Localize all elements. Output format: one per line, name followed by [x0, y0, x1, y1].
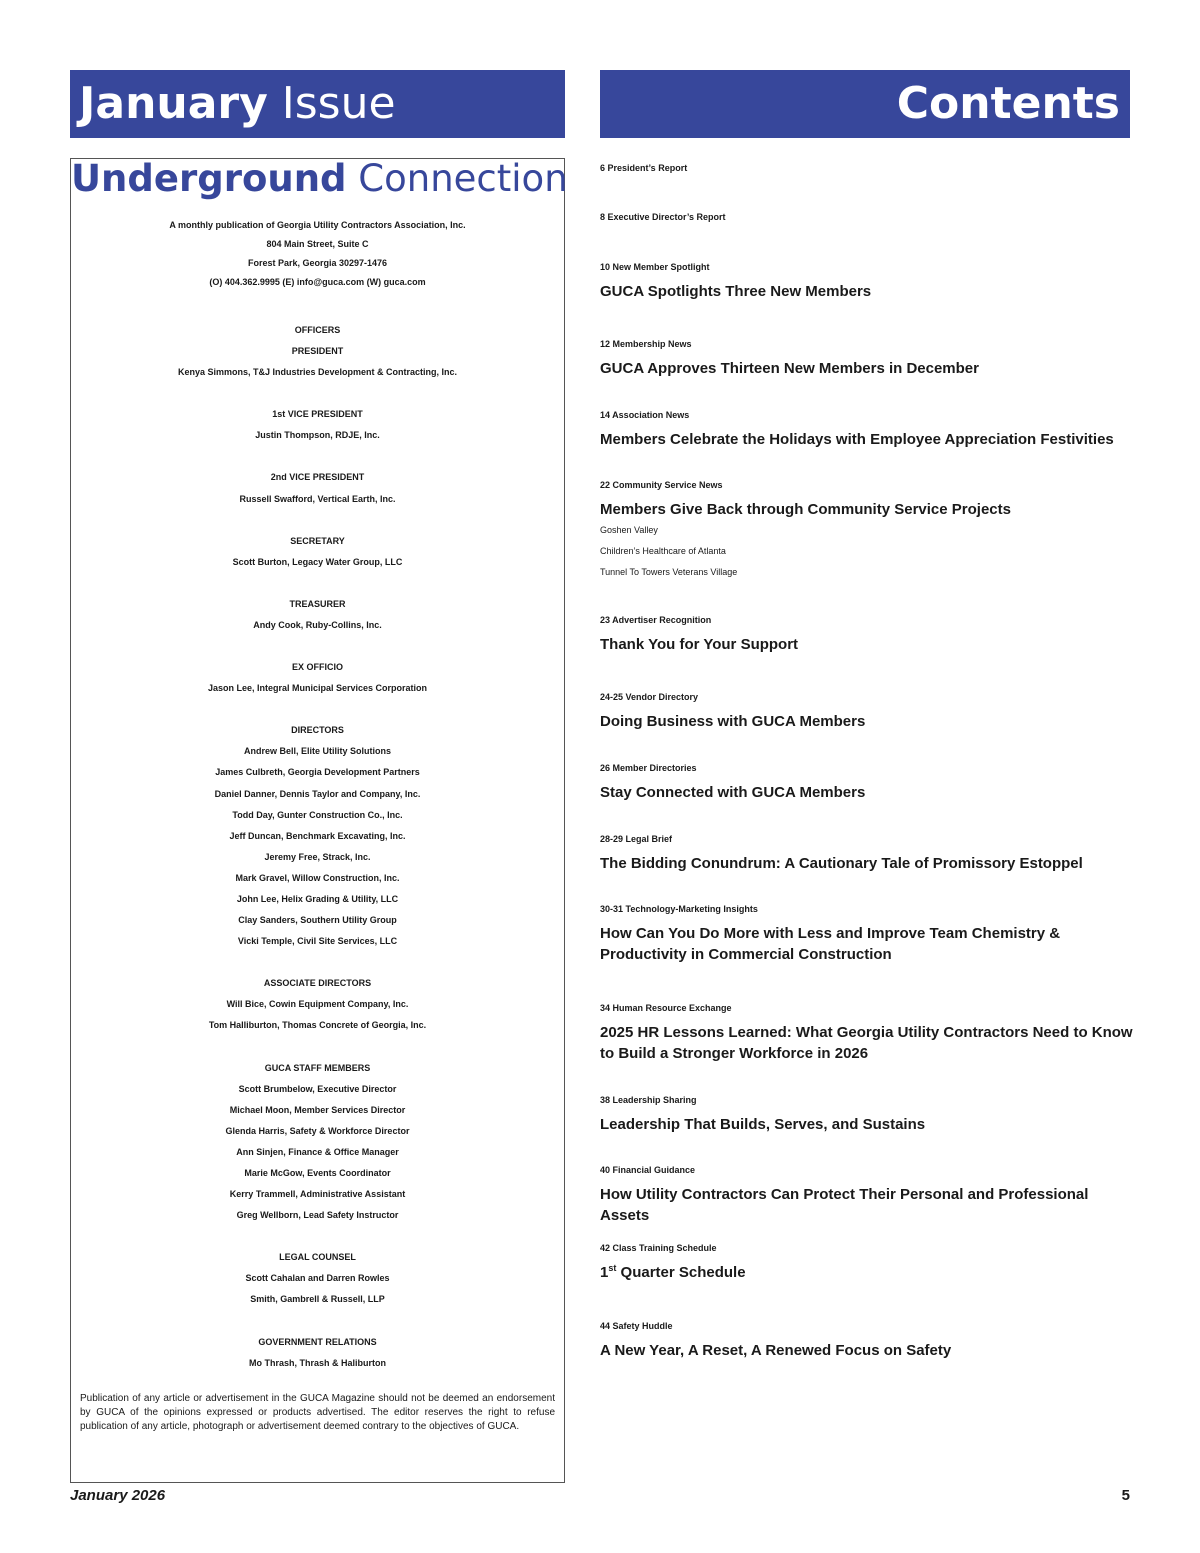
officer-line: Glenda Harris, Safety & Workforce Director [225, 1125, 410, 1136]
officer-group-heading: ASSOCIATE DIRECTORS [263, 978, 372, 989]
officer-group [71, 594, 564, 636]
toc-entry-title: 40 Financial Guidance [600, 1165, 696, 1175]
toc-entry-title: 22 Community Service News [600, 480, 723, 490]
masthead-title-bold: Underground [71, 157, 347, 200]
contact-line: 804 Main Street, Suite C [266, 239, 369, 249]
toc-entry [600, 1087, 1140, 1135]
toc-entry-title: 14 Association News [600, 410, 690, 420]
officer-group [71, 404, 564, 446]
toc-entry-title: 23 Advertiser Recognition [600, 615, 712, 625]
toc-entry-title: 26 Member Directories [600, 763, 697, 773]
toc-entry [600, 684, 1140, 732]
toc-entry [600, 155, 1140, 182]
officer-line: Scott Burton, Legacy Water Group, LLC [232, 556, 403, 567]
officer-line: Scott Cahalan and Darren Rowles [245, 1273, 390, 1284]
issue-month: January [79, 78, 268, 129]
toc-entry [600, 1157, 1140, 1226]
toc-entry-subtitle: Thank You for Your Support [600, 636, 799, 653]
toc-sub-number: 1 [600, 1264, 609, 1281]
masthead-box [70, 157, 568, 1483]
officer-group [71, 1247, 564, 1310]
page-number: 5 [1121, 1487, 1130, 1504]
toc-entry-item: Children’s Healthcare of Atlanta [600, 546, 726, 556]
toc-entry [600, 995, 1140, 1064]
officer-line: Andrew Bell, Elite Utility Solutions [243, 746, 391, 757]
toc-entry-subtitle: A New Year, A Reset, A Renewed Focus on Safety [600, 1342, 952, 1359]
officer-line: Smith, Gambrell & Russell, LLP [250, 1294, 385, 1305]
officer-group-heading: DIRECTORS [291, 725, 344, 736]
toc-entry [600, 1313, 1140, 1361]
toc-entry-subtitle: How Utility Contractors Can Protect Their Personal and Professional Assets [600, 1186, 1089, 1224]
officer-group-heading: OFFICERS [294, 325, 341, 335]
toc-entry-item: Tunnel To Towers Veterans Village [600, 567, 738, 577]
officer-line: John Lee, Helix Grading & Utility, LLC [236, 893, 399, 904]
officer-line: Russell Swafford, Vertical Earth, Inc. [239, 493, 396, 504]
contact-line: Forest Park, Georgia 30297-1476 [247, 258, 388, 268]
toc-entry-subtitle [600, 1262, 1140, 1283]
toc-entry-subtitle: GUCA Spotlights Three New Members [600, 283, 872, 300]
toc-entry-subtitle: Stay Connected with GUCA Members [600, 784, 866, 801]
toc-entry-title: 24-25 Vendor Directory [600, 692, 699, 702]
issue-label: Issue [267, 78, 396, 129]
officer-line: Kenya Simmons, T&J Industries Development & Contracting, Inc. [177, 367, 458, 378]
officer-group-heading: TREASURER [289, 598, 346, 609]
officer-line: Jason Lee, Integral Municipal Services Corporation [207, 683, 428, 694]
toc-entry [600, 204, 1140, 231]
officer-group [71, 657, 564, 699]
toc-entry-title: 10 New Member Spotlight [600, 262, 710, 272]
toc-entry-title: 6 President’s Report [600, 163, 688, 173]
toc-entry [600, 402, 1140, 450]
toc-entry-title: 12 Membership News [600, 339, 692, 349]
toc-entry-subtitle: Doing Business with GUCA Members [600, 713, 866, 730]
toc-entry [600, 331, 1140, 379]
publisher-contact [71, 216, 564, 292]
officer-line: Tom Halliburton, Thomas Concrete of Georgia, Inc. [208, 1020, 427, 1031]
officer-group-heading: GOVERNMENT RELATIONS [258, 1336, 377, 1347]
officers-list [71, 320, 564, 1374]
officer-group-heading: SECRETARY [290, 535, 345, 546]
officer-line: Marie McGow, Events Coordinator [244, 1168, 391, 1178]
officer-group [71, 320, 564, 383]
toc-entry-title: 28-29 Legal Brief [600, 834, 673, 844]
toc-entry-title: 42 Class Training Schedule [600, 1243, 717, 1253]
toc-entry [600, 607, 1140, 655]
officer-line: Todd Day, Gunter Construction Co., Inc. [232, 809, 403, 820]
contact-line: (O) 404.362.9995 (E) info@guca.com (W) guca.com [209, 277, 426, 287]
officer-line: Jeff Duncan, Benchmark Excavating, Inc. [229, 830, 406, 841]
officer-line: Andy Cook, Ruby-Collins, Inc. [253, 619, 382, 630]
officer-line: Clay Sanders, Southern Utility Group [238, 915, 397, 926]
officer-group [71, 531, 564, 573]
officer-group [71, 973, 564, 1036]
toc-entry-subtitle: Members Give Back through Community Service Projects [600, 501, 1011, 518]
toc-entry-title: 38 Leadership Sharing [600, 1095, 697, 1105]
contact-line: A monthly publication of Georgia Utility Contractors Association, Inc. [169, 220, 466, 230]
officer-line: Daniel Danner, Dennis Taylor and Company, Inc. [214, 788, 421, 799]
masthead-title-rest: Connection [346, 157, 568, 200]
toc-entry-subtitle: 2025 HR Lessons Learned: What Georgia Utility Contractors Need to Know to Build a Stronger Workforce in 2026 [600, 1024, 1133, 1062]
toc-sub-text: Quarter Schedule [616, 1264, 746, 1281]
officer-group-heading: GUCA STAFF MEMBERS [264, 1062, 371, 1073]
officer-group-heading: LEGAL COUNSEL [279, 1252, 356, 1263]
disclaimer: Publication of any article or advertisement in the GUCA Magazine should not be deemed an endorsement by GUCA of the opinions expressed or products advertised. The editor reserves the right to refuse publication of any article, photograph or advertisement deemed contrary to the objectives of GUCA. [80, 1393, 555, 1433]
toc-entry-item: Goshen Valley [600, 525, 658, 535]
officer-line: Scott Brumbelow, Executive Director [238, 1083, 397, 1094]
officer-group [71, 467, 564, 509]
officer-line: Ann Sinjen, Finance & Office Manager [236, 1146, 399, 1157]
issue-banner [70, 70, 565, 138]
officer-line: Vicki Temple, Civil Site Services, LLC [237, 936, 398, 947]
officer-line: Justin Thompson, RDJE, Inc. [255, 430, 380, 441]
officer-line: Jeremy Free, Strack, Inc. [264, 851, 371, 862]
issue-date: January 2026 [70, 1487, 166, 1504]
officer-group [71, 1332, 564, 1374]
toc-sub-ordinal: st [608, 1263, 617, 1273]
officer-line: Will Bice, Cowin Equipment Company, Inc. [226, 999, 409, 1010]
officer-line: Kerry Trammell, Administrative Assistant [229, 1189, 406, 1200]
toc-entry-subtitle: GUCA Approves Thirteen New Members in December [600, 360, 979, 377]
toc-entry-subtitle: How Can You Do More with Less and Improve Team Chemistry & Productivity in Commercial Construction [600, 925, 1061, 963]
toc-entry-title: 44 Safety Huddle [600, 1321, 673, 1331]
officer-line: James Culbreth, Georgia Development Partners [215, 767, 420, 778]
toc-entry-title: 8 Executive Director’s Report [600, 212, 726, 222]
officer-line: Mark Gravel, Willow Construction, Inc. [235, 872, 400, 883]
officer-group [71, 720, 564, 952]
toc-entry-title: 30-31 Technology-Marketing Insights [600, 904, 758, 914]
toc-entry-subtitle: Leadership That Builds, Serves, and Sustains [600, 1116, 926, 1133]
officer-group-heading: 1st VICE PRESIDENT [272, 409, 363, 420]
toc-entry [600, 896, 1140, 965]
masthead-title [71, 157, 568, 205]
toc-entry [600, 254, 1140, 302]
toc-entry [600, 1235, 1140, 1283]
toc-entry [600, 826, 1140, 874]
officer-line: Greg Wellborn, Lead Safety Instructor [236, 1210, 399, 1221]
officer-line: PRESIDENT [291, 346, 344, 357]
toc-entry [600, 755, 1140, 803]
officer-line: Michael Moon, Member Services Director [229, 1104, 406, 1115]
officer-group-heading: 2nd VICE PRESIDENT [270, 472, 365, 483]
toc-entry-subtitle: Members Celebrate the Holidays with Employee Appreciation Festivities [600, 431, 1114, 448]
toc-entry [600, 472, 1140, 583]
contents-banner: Contents [600, 70, 1130, 138]
officer-line: Mo Thrash, Thrash & Haliburton [248, 1357, 386, 1368]
officer-group-heading: EX OFFICIO [291, 662, 343, 673]
toc-entry-title: 34 Human Resource Exchange [600, 1003, 732, 1013]
officer-group [71, 1058, 564, 1227]
toc-entry-subtitle: The Bidding Conundrum: A Cautionary Tale of Promissory Estoppel [600, 855, 1083, 872]
